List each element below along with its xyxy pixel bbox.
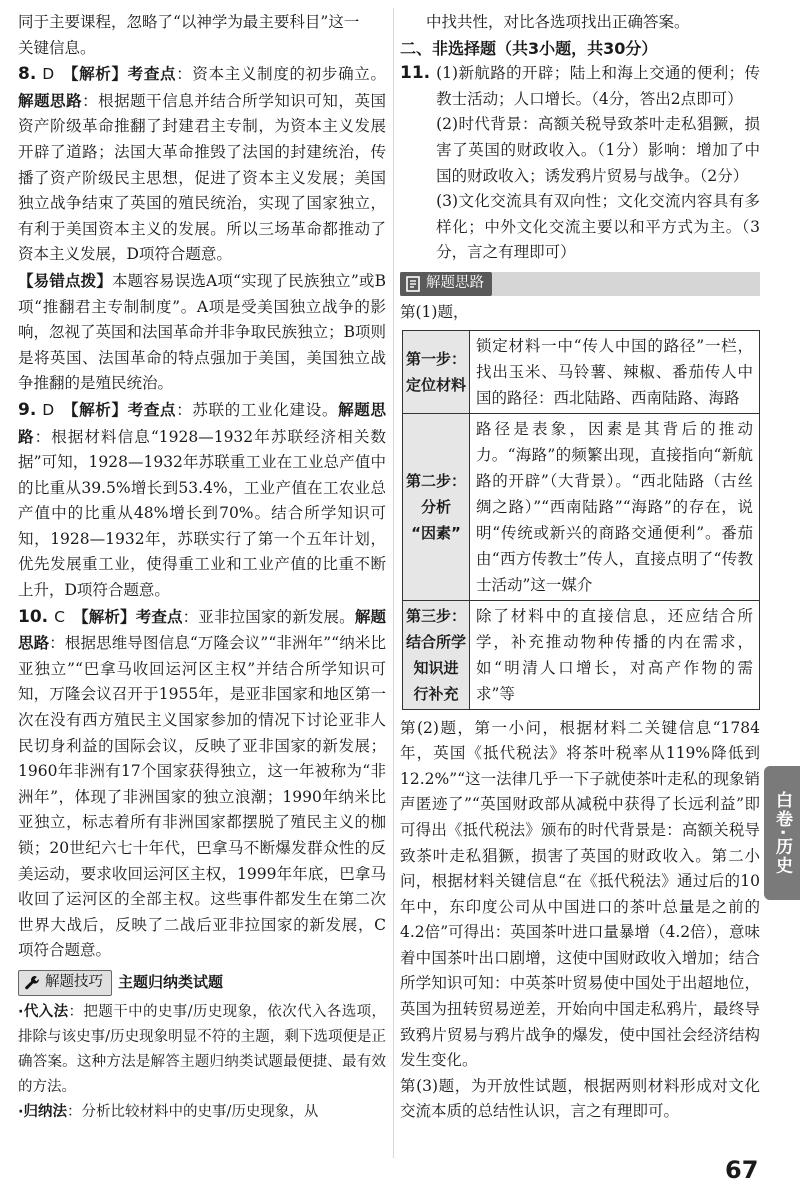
answer-8: 8. D 【解析】考查点：资本主义制度的初步确立。解题思路：根据题干信息并结合所学知识可知，英国资产阶级革命推翻了封建君主专制，为资本主义发展开辟了道路；法国大革命推毁了法国的封建统治，传播了资产阶级民主思想，促进了资本主义发展；美国独立战争结束了英国的殖民统治，实现了国家独立，有利于美国资本主义的发展。所以三场革命都推动了资本主义发展，D项符合题意。: [18, 64, 386, 264]
answer-9: 9. D 【解析】考查点：苏联的工业化建设。解题思路：根据材料信息“1928—1932年苏联经济相关数据”可知，1928—1932年苏联重工业在工业总产值中的比重从39.5%增长到53.4%，工业产值在工农业总产值中的比重从48%增长到70%。结合所学知识可知，1928—1932年，苏联实行了第一个五年计划，优先发展重工业，使得重工业和工业产值的比重不断上升，D项符合题意。: [18, 399, 386, 600]
skill-method-2: ·归纳法：分析比较材料中的史事/历史现象，从: [18, 1103, 319, 1120]
step-row: [403, 600, 760, 709]
answer-11: [400, 61, 760, 266]
thinking-header: [400, 272, 760, 296]
skill-method-1: ·代入法：把题干中的史事/历史现象，依次代入各选项，排除与该史事/历史现象明显不符的主题，剩下选项便是正确答案。这种方法是解答主题归纳类试题最便捷、最有效的方法。: [18, 1003, 386, 1095]
step-label: 第一步： 定位材料: [403, 330, 470, 413]
question-number: 9.: [18, 399, 37, 420]
step-label: 第二步： 分析 “因素”: [403, 413, 470, 600]
continued-text: 中找共性，对比各选项找出正确答案。: [426, 13, 690, 31]
continued-text: 同于主要课程，忽略了“以神学为最主要科目”这一 关键信息。: [18, 13, 360, 57]
section-heading: 二、非选择题（共3小题，共30分）: [400, 38, 658, 58]
step-row: [403, 330, 760, 413]
step-label: 第三步： 结合所学 知识进 行补充: [403, 600, 470, 709]
step-row: [403, 413, 760, 600]
right-column: [400, 10, 760, 1125]
page-number: 67: [725, 1156, 759, 1184]
error-tip-8: 【易错点拨】本题容易误选A项“实现了民族独立”或B项“推翻君主专制制度”。A项是受美国独立战争的影响，忽视了英国和法国革命并非争取民族独立；B项则是将英国、法国革命的特点强加于美国，美国独立战争推翻的是殖民统治。: [18, 270, 386, 393]
answer-letter: D: [42, 65, 55, 84]
question-number: 10.: [18, 606, 49, 627]
answer-letter: C: [54, 607, 65, 626]
question-number: 8.: [18, 64, 37, 85]
step-text: 锁定材料一中“传人中国的路径”一栏，找出玉米、马铃薯、辣椒、番茄传人中国的路径：西北陆路、西南陆路、海路: [470, 330, 760, 413]
answer-11-part3: (3)文化交流具有双向性；文化交流内容具有多样化；中外文化交流主要以和平方式为主。（3分，言之有理即可）: [436, 192, 760, 262]
wrench-icon: [23, 974, 41, 992]
thinking-badge: 解题思路: [400, 272, 492, 296]
steps-table: [402, 330, 760, 710]
part1-label: 第(1)题，: [400, 302, 469, 321]
skill-title: 主题归纳类试题: [118, 973, 224, 992]
column-divider: [393, 8, 394, 1158]
side-tab: 白卷·历史: [764, 766, 800, 900]
question-number: 11.: [400, 63, 431, 84]
part3-explanation: 第(3)题，为开放性试题，根据两则材料形成对文化交流本质的总结性认识，言之有理即可。: [400, 1076, 760, 1121]
skill-badge: 解题技巧: [18, 970, 112, 996]
step-text: 路径是表象，因素是其背后的推动力。“海路”的频繁出现，直接指向“新航路的开辟”（大背景）。“西北陆路（古丝绸之路）”“西南陆路”“海路”的存在，说明“传统或新兴的商路交通便利”。番茄由“西方传教士”传人，直接点明了“传教士活动”这一媒介: [470, 413, 760, 600]
step-text: 除了材料中的直接信息，还应结合所学，补充推动物种传播的内在需求，如“明清人口增长，对高产作物的需求”等: [470, 600, 760, 709]
skill-header: [18, 970, 386, 996]
answer-11-part2: (2)时代背景：高额关税导致茶叶走私猖獗，损害了英国的财政收入。（1分）影响：增加了中国的财政收入；诱发鸦片贸易与战争。（2分）: [436, 115, 760, 185]
answer-11-part1: (1)新航路的开辟；陆上和海上交通的便利；传教士活动；人口增长。（4分，答出2点即可）: [436, 64, 760, 108]
part2-explanation: 第(2)题，第一小问，根据材料二关键信息“1784年，英国《抵代税法》将茶叶税率从119%降低到12.2%”“这一法律几乎一下子就使茶叶走私的现象销声匿迹了”“英国财政部从减税中获得了长远利益”即可得出《抵代税法》颁布的时代背景是：高额关税导致茶叶走私猖獗，损害了英国的财政收入。第二小问，根据材料关键信息“在《抵代税法》通过后的10年中，东印度公司从中国进口的茶叶总量是之前的4.2倍”可得出：英国茶叶进口量暴增（4.2倍），意味着中国茶叶出口剧增，这使中国财政收入增加；结合所学知识可知：中英茶叶贸易使中国处于出超地位，英国为扭转贸易逆差，开始向中国走私鸦片，最终导致鸦片贸易与鸦片战争的爆发，使中国社会经济结构发生变化。: [400, 718, 760, 1070]
notebook-icon: [404, 275, 422, 293]
answer-10: 10. C 【解析】考查点：亚非拉国家的新发展。解题思路：根据思维导图信息“万隆会议”“非洲年”“纳米比亚独立”“巴拿马收回运河区主权”并结合所学知识可知，万隆会议召开于1955年，是亚非国家和地区第一次在没有西方殖民主义国家参加的情况下讨论亚非人民切身利益的国际会议，反映了亚非国家的新发展；1960年非洲有17个国家获得独立，这一年被称为“非洲年”，体现了非洲国家的独立浪潮；1990年纳米比亚独立，标志着所有非洲国家都摆脱了殖民主义的枷锁；20世纪六七十年代，巴拿马不断爆发群众性的反美运动，要求收回运河区主权，1999年年底，巴拿马收回了运河区的全部主权。这些事件都发生在第二次世界大战后，反映了二战后亚非拉国家的新发展，C项符合题意。: [18, 606, 386, 960]
answer-letter: D: [42, 400, 55, 419]
left-column: [18, 10, 386, 1125]
